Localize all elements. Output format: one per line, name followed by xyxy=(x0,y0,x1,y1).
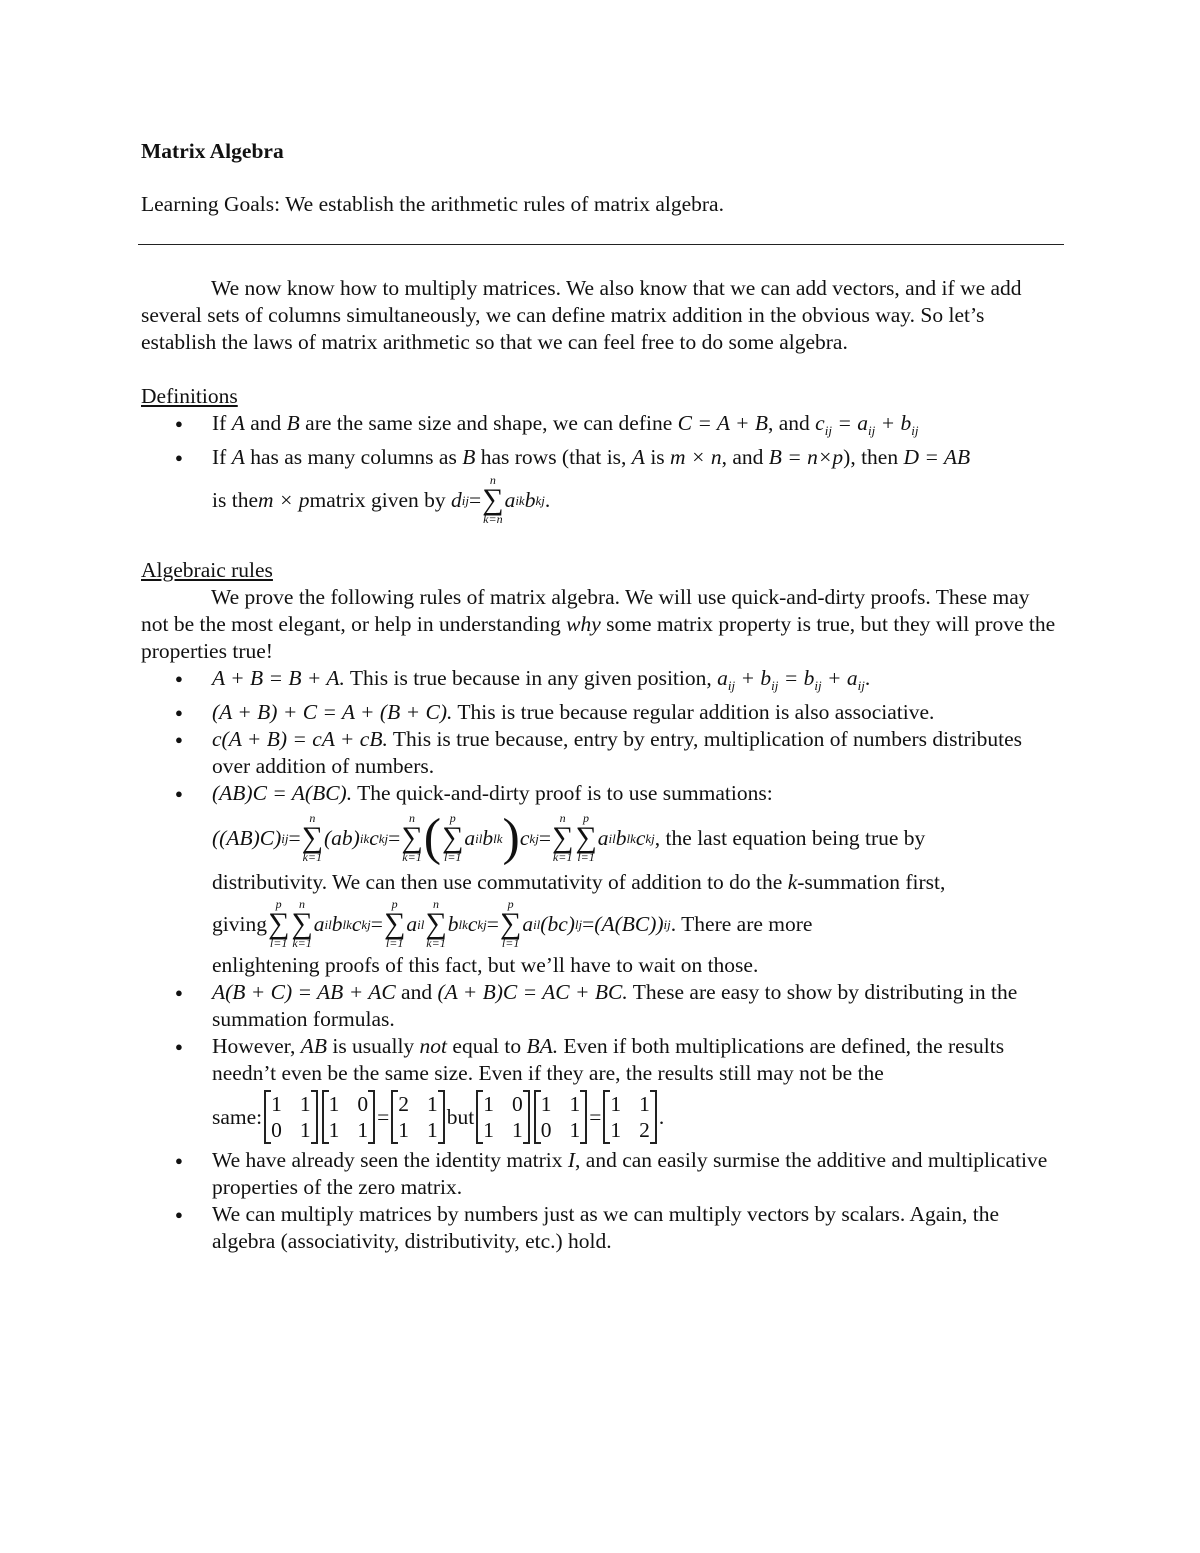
matrix: 1 0 1 1 xyxy=(476,1090,530,1144)
intro-paragraph: We now know how to multiply matrices. We also know that we can add vectors, and if we add several sets of columns simultaneously, we can define matrix addition in the obvious way. So let’s establish the laws of matrix arithmetic so that we can feel free to do some algebra. xyxy=(141,276,1022,354)
rule-item: ● (A + B) + C = A + (B + C). This is true because regular addition is also associative. xyxy=(141,699,1061,726)
rule-item: ● (AB)C = A(BC). The quick-and-dirty proof is to use summations: ((AB)C) ij = n ∑ k=1 (ab) ik c kj = n ∑ k=1 ( p ∑ l=1 a il b lk ) c kj = n ∑ k=1 p ∑ l=1 a il b lk c kj , the last equation being true by distributivity. We can then use commutativity of addition to do the k-summation first, giving p ∑ l=1 n ∑ k=1 a il b lk c kj = p ∑ l=1 a il n ∑ k=1 b lk c kj = p ∑ l=1 a il (bc) lj = (A(BC)) ij . There are more enlightening proofs of this fact, but we’ll have to wait on those. xyxy=(141,780,1061,979)
summation-proof: ((AB)C) ij = n ∑ k=1 (ab) ik c kj = n ∑ k=1 ( p ∑ l=1 a il b lk ) c kj = n ∑ k=1 p ∑ l=1 a il b lk c kj , the last equation being true by xyxy=(212,809,926,866)
rule-item: ● A(B + C) = AB + AC and (A + B)C = AC + BC. These are easy to show by distributing in the summation formulas. xyxy=(141,979,1061,1033)
commuted-summation: giving p ∑ l=1 n ∑ k=1 a il b lk c kj = p ∑ l=1 a il n ∑ k=1 b lk c kj = p ∑ l=1 a il (bc) lj = (A(BC)) ij . There are more xyxy=(212,897,813,950)
matrix: 1 0 1 1 xyxy=(322,1090,376,1144)
divider xyxy=(138,244,1064,245)
matrix: 1 1 0 1 xyxy=(534,1090,588,1144)
rules-intro: We prove the following rules of matrix algebra. We will use quick-and-dirty proofs. These may not be the most elegant, or help in understanding why some matrix property is true, but they will prove the properties true! xyxy=(141,585,1056,663)
definitions-heading: Definitions xyxy=(141,384,238,408)
page-title: Matrix Algebra xyxy=(141,139,284,163)
equation: C = A + B xyxy=(677,411,768,435)
learning-goals: Learning Goals: We establish the arithmetic rules of matrix algebra. xyxy=(141,192,724,216)
proof-line: enlightening proofs of this fact, but we’ll have to wait on those. xyxy=(212,953,759,977)
definition-item: ● If A has as many columns as B has rows (that is, A is m × n, and B = n×p), then D = AB is the m × p matrix given by d ij = n ∑ k=n a ik b kj . xyxy=(141,444,1061,529)
proof-line: distributivity. We can then use commutativity of addition to do the k-summation first, xyxy=(212,870,946,894)
matrix-example: same: 1 1 0 1 1 0 1 1 = 2 1 1 1 but 1 0 1 1 1 1 0 1 = 1 1 1 2 . xyxy=(212,1092,665,1142)
rule-item: ● We have already seen the identity matrix I, and can easily surmise the additive and multiplicative properties of the zero matrix. xyxy=(141,1147,1061,1201)
rule-item: ● A + B = B + A. This is true because in any given position, $a_{ij} + b_{ij} = b_{ij} + a_{ij}$. xyxy=(141,665,1061,699)
matrix: 1 1 1 2 xyxy=(603,1090,657,1144)
sum-symbol: n ∑ k=n xyxy=(482,473,504,526)
rules-list xyxy=(141,665,1061,1255)
rule-item: ● However, AB is usually not equal to BA. Even if both multiplications are defined, the results needn’t even be the same size. Even if they are, the results still may not be the same: 1 1 0 1 1 0 1 1 = 2 1 1 1 but 1 0 1 1 1 1 0 1 = 1 1 1 2 . xyxy=(141,1033,1061,1147)
document-page xyxy=(141,138,1061,1255)
definitions-list xyxy=(141,410,1061,529)
matrix: 2 1 1 1 xyxy=(391,1090,445,1144)
matrix: 1 1 0 1 xyxy=(264,1090,318,1144)
matrix-product-formula: is the m × p matrix given by d ij = n ∑ k=n a ik b kj . xyxy=(212,473,551,526)
algebraic-rules-heading: Algebraic rules xyxy=(141,558,273,582)
definition-item: ● If A and B are the same size and shape, we can define C = A + B, and $c_{ij} = a_{ij} + b_{ij}$ xyxy=(141,410,1061,444)
rule-item: ● We can multiply matrices by numbers just as we can multiply vectors by scalars. Again, the algebra (associativity, distributivity, etc.) hold. xyxy=(141,1201,1061,1255)
rule-item: ● c(A + B) = cA + cB. This is true because, entry by entry, multiplication of numbers distributes over addition of numbers. xyxy=(141,726,1061,780)
